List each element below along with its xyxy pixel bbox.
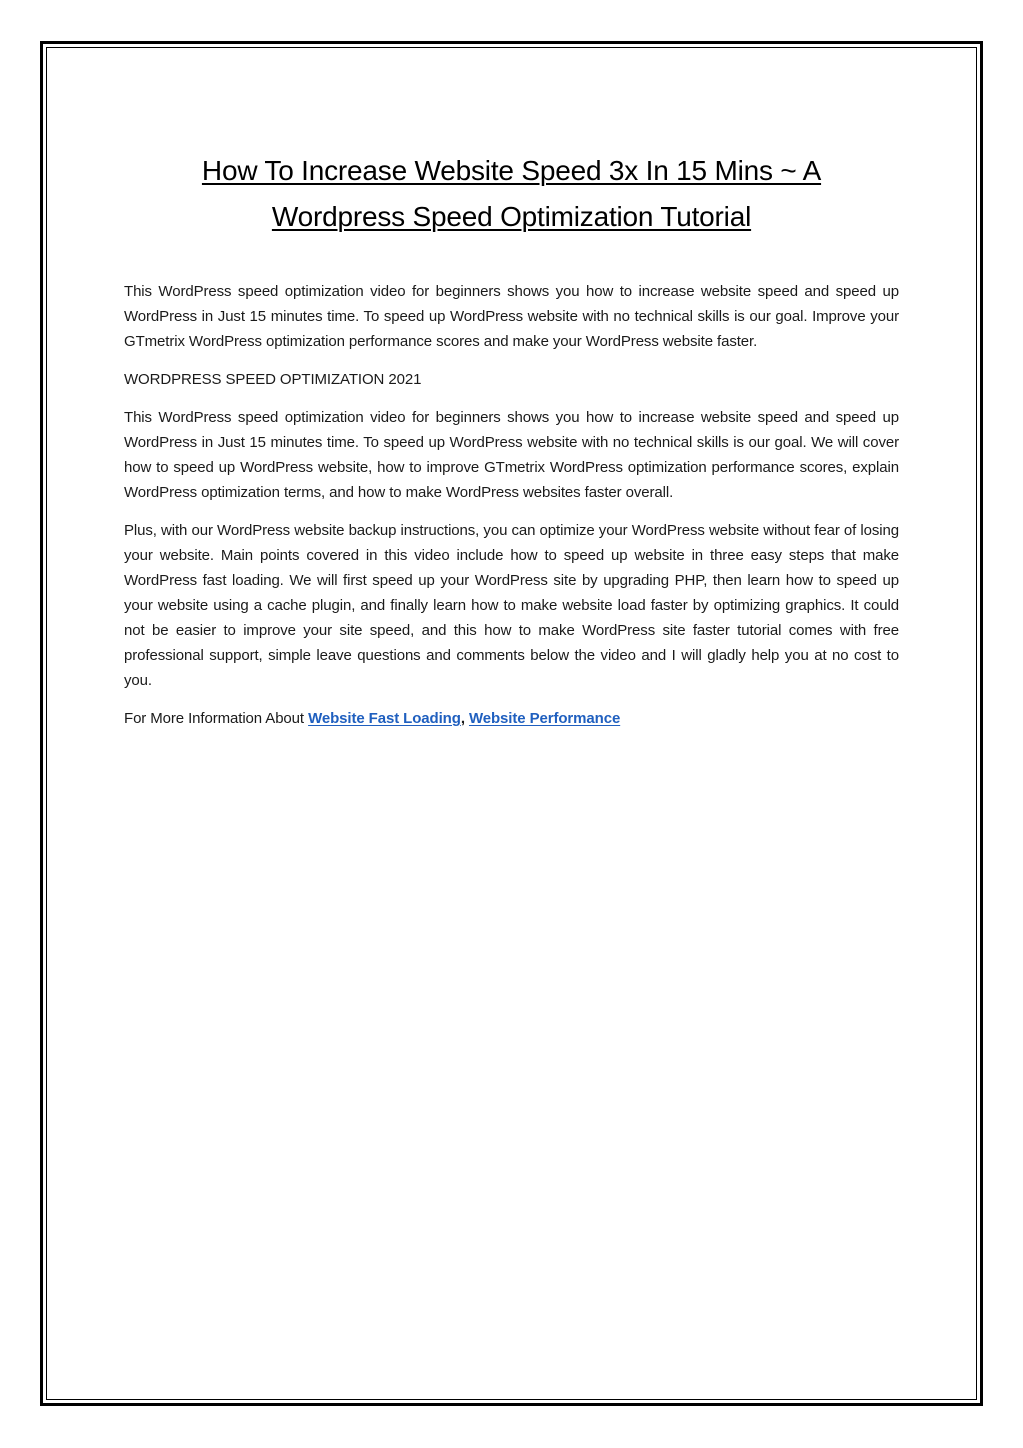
paragraph-backup: Plus, with our WordPress website backup instructions, you can optimize your WordPress website without fear of losing your website. Main points covered in this video include how to speed up website in three easy steps that make WordPress fast loading. We will first speed up your WordPress site by upgrading PHP, then learn how to speed up your website using a cache plugin, and finally learn how to make website load faster by optimizing graphics. It could not be easier to improve your site speed, and this how to make WordPress site faster tutorial comes with free professional support, simple leave questions and comments below the video and I will gladly help you at no cost to you. xyxy=(124,522,899,689)
more-info-prefix: For More Information About xyxy=(124,710,309,727)
more-info-line xyxy=(124,706,899,731)
link-separator: , xyxy=(460,710,465,727)
website-performance-link[interactable]: Website Performance xyxy=(468,710,621,727)
document-title xyxy=(120,148,903,240)
section-heading: WORDPRESS SPEED OPTIMIZATION 2021 xyxy=(124,371,422,388)
title-line-2: Wordpress Speed Optimization Tutorial xyxy=(271,201,752,232)
website-fast-loading-link[interactable]: Website Fast Loading xyxy=(308,710,461,727)
document-body xyxy=(124,279,899,744)
paragraph-details: This WordPress speed optimization video for beginners shows you how to increase website speed and speed up WordPress in Just 15 minutes time. To speed up WordPress website with no technical skills is our goal. We will cover how to speed up WordPress website, how to improve GTmetrix WordPress optimization performance scores, explain WordPress optimization terms, and how to make WordPress websites faster overall. xyxy=(124,409,899,501)
paragraph-intro: This WordPress speed optimization video for beginners shows you how to increase website speed and speed up WordPress in Just 15 minutes time. To speed up WordPress website with no technical skills is our goal. Improve your GTmetrix WordPress optimization performance scores and make your WordPress website faster. xyxy=(124,283,899,350)
title-line-1: How To Increase Website Speed 3x In 15 Mins ~ A xyxy=(201,155,822,186)
